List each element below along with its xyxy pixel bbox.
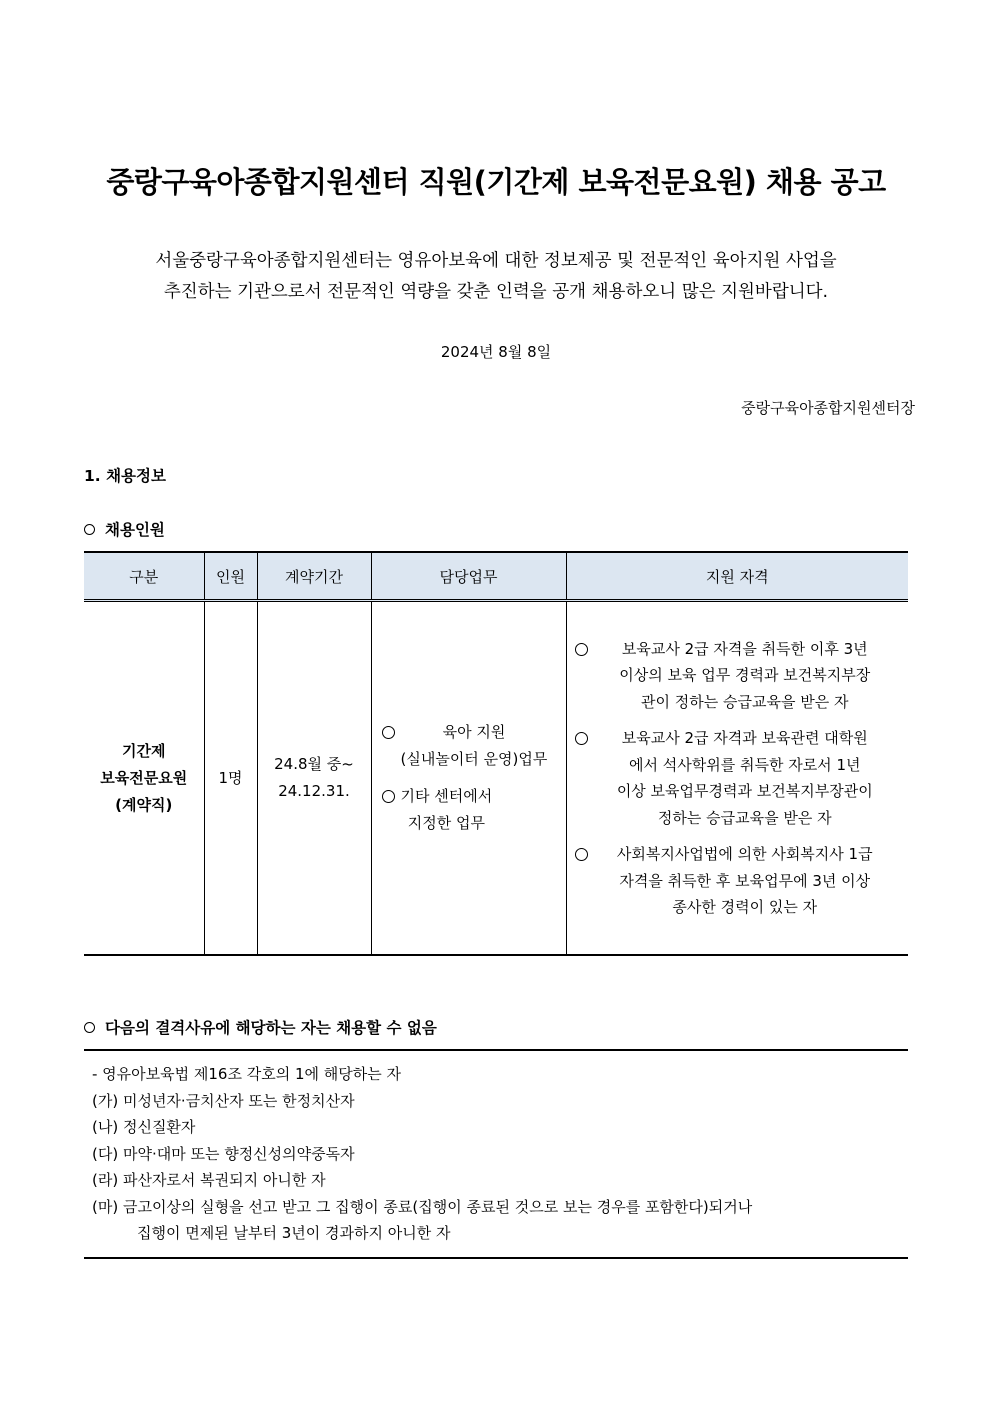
table-row	[84, 601, 908, 956]
qualification-line: 보육교사 2급 자격과 보육관련 대학원	[621, 729, 868, 747]
issuer: 중랑구육아종합지원센터장	[741, 399, 915, 417]
period-cell	[257, 601, 371, 956]
duty-line: 육아 지원	[442, 723, 506, 741]
list-item: - 영유아보육법 제16조 각호의 1에 해당하는 자	[92, 1065, 401, 1083]
qualification-line: 이상의 보육 업무 경력과 보건복지부장	[619, 666, 871, 684]
qualification-line: 이상 보육업무경력과 보건복지부장관이	[616, 782, 873, 800]
qualification-item	[575, 841, 899, 921]
duty-line: 지정한 업무	[407, 814, 485, 832]
duty-item	[382, 719, 565, 773]
qualification-item	[575, 725, 899, 831]
column-header: 담당업무	[371, 552, 566, 601]
column-header: 구분	[84, 552, 204, 601]
position-line: (계약직)	[115, 795, 173, 814]
duties-cell	[371, 601, 566, 956]
headcount-cell: 1명	[204, 601, 257, 956]
duty-line: 기타 센터에서	[400, 787, 493, 805]
circle-bullet-icon	[382, 726, 395, 739]
qualification-item	[575, 636, 899, 716]
position-line: 보육전문요원	[100, 768, 188, 787]
qualification-line: 정하는 승급교육을 받은 자	[657, 808, 832, 827]
circle-bullet-icon	[84, 524, 95, 535]
position-cell	[84, 601, 204, 956]
list-item: 집행이 면제된 날부터 3년이 경과하지 아니한 자	[137, 1224, 451, 1242]
qualification-line: 사회복지사업법에 의한 사회복지사 1급	[616, 845, 873, 863]
table-header-row	[84, 552, 908, 601]
sub-heading-disqualification	[84, 1016, 437, 1038]
list-item: (나) 정신질환자	[92, 1118, 196, 1136]
intro-line: 추진하는 기관으로서 전문적인 역량을 갖춘 인력을 공개 채용하오니 많은 지원바랍니다.	[163, 282, 829, 302]
intro-paragraph	[60, 246, 932, 308]
disqualification-list	[84, 1049, 908, 1259]
circle-bullet-icon	[575, 643, 588, 656]
announcement-date: 2024년 8월 8일	[440, 343, 552, 361]
qualifications-cell	[566, 601, 908, 956]
page-title: 중랑구육아종합지원센터 직원(기간제 보육전문요원) 채용 공고	[106, 165, 886, 199]
circle-bullet-icon	[575, 732, 588, 745]
sub-heading-label: 다음의 결격사유에 해당하는 자는 채용할 수 없음	[105, 1019, 437, 1037]
hiring-table	[84, 551, 908, 956]
circle-bullet-icon	[382, 790, 395, 803]
list-item: (마) 금고이상의 실형을 선고 받고 그 집행이 종료(집행이 종료된 것으로 보는 경우를 포함한다)되거나	[92, 1197, 753, 1216]
duty-item	[382, 783, 565, 837]
qualification-line: 관이 정하는 승급교육을 받은 자	[641, 692, 849, 711]
qualification-line: 에서 석사학위를 취득한 자로서 1년	[629, 755, 861, 774]
list-item: (라) 파산자로서 복권되지 아니한 자	[92, 1171, 326, 1189]
sub-heading-headcount	[84, 518, 165, 540]
qualification-line: 자격을 취득한 후 보육업무에 3년 이상	[619, 871, 871, 890]
section-heading-recruitment-info: 1. 채용정보	[84, 467, 166, 485]
duty-line: (실내놀이터 운영)업무	[400, 750, 548, 768]
column-header: 인원	[204, 552, 257, 601]
sub-heading-label: 채용인원	[105, 521, 165, 539]
position-line: 기간제	[122, 741, 166, 760]
list-item: (다) 마약·대마 또는 향정신성의약중독자	[92, 1144, 355, 1163]
qualification-line: 보육교사 2급 자격을 취득한 이후 3년	[621, 639, 868, 658]
column-header: 계약기간	[257, 552, 371, 601]
period-line: 24.12.31.	[278, 782, 350, 800]
column-header: 지원 자격	[566, 552, 908, 601]
intro-line: 서울중랑구육아종합지원센터는 영유아보육에 대한 정보제공 및 전문적인 육아지원 사업을	[155, 251, 837, 271]
list-item: (가) 미성년자·금치산자 또는 한정치산자	[92, 1091, 355, 1110]
circle-bullet-icon	[575, 848, 588, 861]
period-line: 24.8월 중~	[274, 755, 354, 773]
circle-bullet-icon	[84, 1022, 95, 1033]
qualification-line: 종사한 경력이 있는 자	[672, 898, 818, 916]
